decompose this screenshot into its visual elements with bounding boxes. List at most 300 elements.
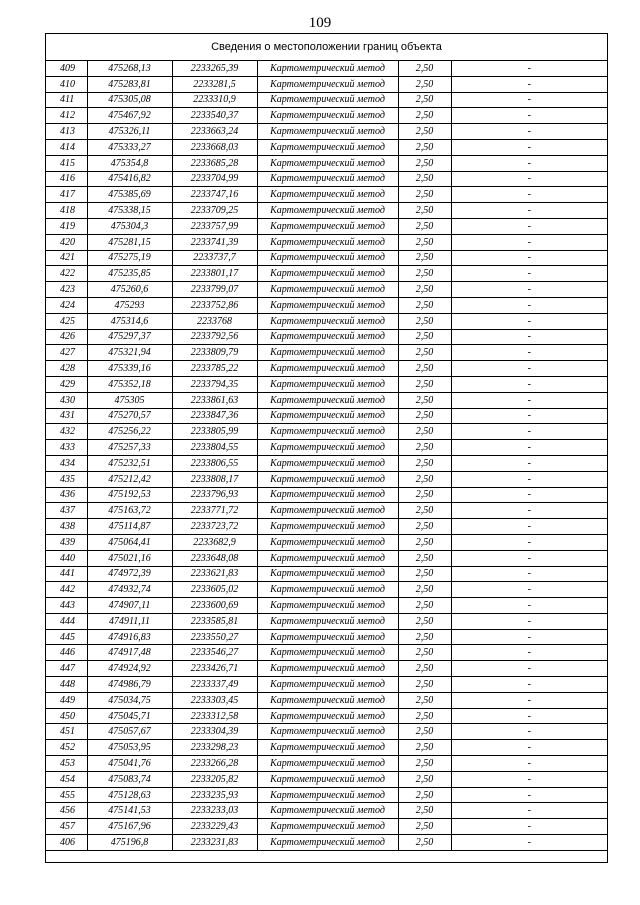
y-coordinate-cell: 2233298,23 xyxy=(172,740,257,756)
precision-cell: 2,50 xyxy=(398,471,451,487)
table-row xyxy=(46,645,607,661)
y-coordinate-cell: 2233205,82 xyxy=(172,771,257,787)
point-number-cell: 432 xyxy=(46,424,87,440)
description-cell: - xyxy=(451,76,607,92)
y-coordinate-cell: 2233663,24 xyxy=(172,124,257,140)
point-number-cell: 444 xyxy=(46,613,87,629)
precision-cell: 2,50 xyxy=(398,92,451,108)
point-number-cell: 426 xyxy=(46,329,87,345)
method-cell: Картометрический метод xyxy=(257,408,398,424)
point-number-cell: 428 xyxy=(46,361,87,377)
point-number-cell: 443 xyxy=(46,598,87,614)
y-coordinate-cell: 2233804,55 xyxy=(172,440,257,456)
table-row xyxy=(46,582,607,598)
description-cell: - xyxy=(451,187,607,203)
x-coordinate-cell: 475326,11 xyxy=(87,124,172,140)
table-row xyxy=(46,250,607,266)
method-cell: Картометрический метод xyxy=(257,708,398,724)
x-coordinate-cell: 475354,8 xyxy=(87,155,172,171)
table-row xyxy=(46,819,607,835)
y-coordinate-cell: 2233861,63 xyxy=(172,392,257,408)
y-coordinate-cell: 2233757,99 xyxy=(172,218,257,234)
y-coordinate-cell: 2233799,07 xyxy=(172,282,257,298)
precision-cell: 2,50 xyxy=(398,203,451,219)
description-cell: - xyxy=(451,519,607,535)
table-row xyxy=(46,756,607,772)
method-cell: Картометрический метод xyxy=(257,803,398,819)
point-number-cell: 448 xyxy=(46,677,87,693)
method-cell: Картометрический метод xyxy=(257,455,398,471)
method-cell: Картометрический метод xyxy=(257,218,398,234)
method-cell: Картометрический метод xyxy=(257,250,398,266)
method-cell: Картометрический метод xyxy=(257,677,398,693)
method-cell: Картометрический метод xyxy=(257,787,398,803)
x-coordinate-cell: 475021,16 xyxy=(87,550,172,566)
precision-cell: 2,50 xyxy=(398,598,451,614)
point-number-cell: 413 xyxy=(46,124,87,140)
table-row xyxy=(46,266,607,282)
point-number-cell: 439 xyxy=(46,534,87,550)
description-cell: - xyxy=(451,92,607,108)
method-cell: Картометрический метод xyxy=(257,724,398,740)
table-row xyxy=(46,661,607,677)
table-body xyxy=(46,61,607,850)
description-cell: - xyxy=(451,550,607,566)
method-cell: Картометрический метод xyxy=(257,692,398,708)
description-cell: - xyxy=(451,329,607,345)
y-coordinate-cell: 2233312,58 xyxy=(172,708,257,724)
y-coordinate-cell: 2233847,36 xyxy=(172,408,257,424)
precision-cell: 2,50 xyxy=(398,345,451,361)
table-row xyxy=(46,408,607,424)
y-coordinate-cell: 2233540,37 xyxy=(172,108,257,124)
method-cell: Картометрический метод xyxy=(257,361,398,377)
x-coordinate-cell: 475256,22 xyxy=(87,424,172,440)
point-number-cell: 454 xyxy=(46,771,87,787)
point-number-cell: 421 xyxy=(46,250,87,266)
precision-cell: 2,50 xyxy=(398,282,451,298)
x-coordinate-cell: 475083,74 xyxy=(87,771,172,787)
point-number-cell: 411 xyxy=(46,92,87,108)
x-coordinate-cell: 474924,92 xyxy=(87,661,172,677)
method-cell: Картометрический метод xyxy=(257,550,398,566)
x-coordinate-cell: 475053,95 xyxy=(87,740,172,756)
precision-cell: 2,50 xyxy=(398,250,451,266)
x-coordinate-cell: 475064,41 xyxy=(87,534,172,550)
table-row xyxy=(46,187,607,203)
y-coordinate-cell: 2233337,49 xyxy=(172,677,257,693)
method-cell: Картометрический метод xyxy=(257,835,398,851)
table-row xyxy=(46,503,607,519)
point-number-cell: 429 xyxy=(46,376,87,392)
description-cell: - xyxy=(451,724,607,740)
table-row xyxy=(46,487,607,503)
y-coordinate-cell: 2233426,71 xyxy=(172,661,257,677)
y-coordinate-cell: 2233747,16 xyxy=(172,187,257,203)
method-cell: Картометрический метод xyxy=(257,629,398,645)
point-number-cell: 427 xyxy=(46,345,87,361)
precision-cell: 2,50 xyxy=(398,187,451,203)
description-cell: - xyxy=(451,61,607,76)
precision-cell: 2,50 xyxy=(398,139,451,155)
precision-cell: 2,50 xyxy=(398,487,451,503)
table-row xyxy=(46,803,607,819)
description-cell: - xyxy=(451,139,607,155)
x-coordinate-cell: 475305 xyxy=(87,392,172,408)
table-row xyxy=(46,771,607,787)
method-cell: Картометрический метод xyxy=(257,613,398,629)
y-coordinate-cell: 2233741,39 xyxy=(172,234,257,250)
document-frame xyxy=(45,33,608,863)
precision-cell: 2,50 xyxy=(398,155,451,171)
precision-cell: 2,50 xyxy=(398,124,451,140)
table-row xyxy=(46,345,607,361)
y-coordinate-cell: 2233723,72 xyxy=(172,519,257,535)
precision-cell: 2,50 xyxy=(398,661,451,677)
description-cell: - xyxy=(451,566,607,582)
y-coordinate-cell: 2233266,28 xyxy=(172,756,257,772)
precision-cell: 2,50 xyxy=(398,329,451,345)
method-cell: Картометрический метод xyxy=(257,440,398,456)
table-row xyxy=(46,835,607,851)
x-coordinate-cell: 475281,15 xyxy=(87,234,172,250)
table-row xyxy=(46,708,607,724)
table-row xyxy=(46,234,607,250)
method-cell: Картометрический метод xyxy=(257,819,398,835)
x-coordinate-cell: 474917,48 xyxy=(87,645,172,661)
description-cell: - xyxy=(451,692,607,708)
precision-cell: 2,50 xyxy=(398,519,451,535)
point-number-cell: 445 xyxy=(46,629,87,645)
point-number-cell: 452 xyxy=(46,740,87,756)
description-cell: - xyxy=(451,171,607,187)
point-number-cell: 423 xyxy=(46,282,87,298)
precision-cell: 2,50 xyxy=(398,455,451,471)
precision-cell: 2,50 xyxy=(398,787,451,803)
point-number-cell: 422 xyxy=(46,266,87,282)
table-row xyxy=(46,566,607,582)
method-cell: Картометрический метод xyxy=(257,76,398,92)
table-row xyxy=(46,598,607,614)
table-row xyxy=(46,329,607,345)
precision-cell: 2,50 xyxy=(398,756,451,772)
y-coordinate-cell: 2233808,17 xyxy=(172,471,257,487)
point-number-cell: 457 xyxy=(46,819,87,835)
table-row xyxy=(46,740,607,756)
y-coordinate-cell: 2233709,25 xyxy=(172,203,257,219)
description-cell: - xyxy=(451,155,607,171)
x-coordinate-cell: 475141,53 xyxy=(87,803,172,819)
x-coordinate-cell: 474932,74 xyxy=(87,582,172,598)
y-coordinate-cell: 2233794,35 xyxy=(172,376,257,392)
x-coordinate-cell: 474972,39 xyxy=(87,566,172,582)
y-coordinate-cell: 2233235,93 xyxy=(172,787,257,803)
method-cell: Картометрический метод xyxy=(257,155,398,171)
y-coordinate-cell: 2233229,43 xyxy=(172,819,257,835)
description-cell: - xyxy=(451,218,607,234)
point-number-cell: 414 xyxy=(46,139,87,155)
x-coordinate-cell: 475314,6 xyxy=(87,313,172,329)
method-cell: Картометрический метод xyxy=(257,582,398,598)
y-coordinate-cell: 2233768 xyxy=(172,313,257,329)
table-row xyxy=(46,534,607,550)
description-cell: - xyxy=(451,787,607,803)
precision-cell: 2,50 xyxy=(398,440,451,456)
x-coordinate-cell: 475128,63 xyxy=(87,787,172,803)
table-row xyxy=(46,282,607,298)
table-row xyxy=(46,376,607,392)
x-coordinate-cell: 474986,79 xyxy=(87,677,172,693)
method-cell: Картометрический метод xyxy=(257,203,398,219)
y-coordinate-cell: 2233265,39 xyxy=(172,61,257,76)
precision-cell: 2,50 xyxy=(398,692,451,708)
method-cell: Картометрический метод xyxy=(257,771,398,787)
description-cell: - xyxy=(451,803,607,819)
y-coordinate-cell: 2233771,72 xyxy=(172,503,257,519)
x-coordinate-cell: 475192,53 xyxy=(87,487,172,503)
y-coordinate-cell: 2233752,86 xyxy=(172,297,257,313)
table-row xyxy=(46,76,607,92)
x-coordinate-cell: 475034,75 xyxy=(87,692,172,708)
precision-cell: 2,50 xyxy=(398,76,451,92)
method-cell: Картометрический метод xyxy=(257,313,398,329)
method-cell: Картометрический метод xyxy=(257,345,398,361)
precision-cell: 2,50 xyxy=(398,708,451,724)
description-cell: - xyxy=(451,282,607,298)
x-coordinate-cell: 475260,6 xyxy=(87,282,172,298)
table-row xyxy=(46,361,607,377)
table-row xyxy=(46,108,607,124)
precision-cell: 2,50 xyxy=(398,740,451,756)
description-cell: - xyxy=(451,771,607,787)
x-coordinate-cell: 475321,94 xyxy=(87,345,172,361)
table-row xyxy=(46,724,607,740)
precision-cell: 2,50 xyxy=(398,566,451,582)
table-row xyxy=(46,692,607,708)
y-coordinate-cell: 2233685,28 xyxy=(172,155,257,171)
point-number-cell: 415 xyxy=(46,155,87,171)
x-coordinate-cell: 474907,11 xyxy=(87,598,172,614)
precision-cell: 2,50 xyxy=(398,803,451,819)
table-row xyxy=(46,613,607,629)
point-number-cell: 438 xyxy=(46,519,87,535)
x-coordinate-cell: 475045,71 xyxy=(87,708,172,724)
x-coordinate-cell: 475275,19 xyxy=(87,250,172,266)
x-coordinate-cell: 475114,87 xyxy=(87,519,172,535)
method-cell: Картометрический метод xyxy=(257,740,398,756)
method-cell: Картометрический метод xyxy=(257,92,398,108)
method-cell: Картометрический метод xyxy=(257,645,398,661)
y-coordinate-cell: 2233600,69 xyxy=(172,598,257,614)
description-cell: - xyxy=(451,534,607,550)
description-cell: - xyxy=(451,345,607,361)
method-cell: Картометрический метод xyxy=(257,503,398,519)
description-cell: - xyxy=(451,487,607,503)
description-cell: - xyxy=(451,108,607,124)
y-coordinate-cell: 2233303,45 xyxy=(172,692,257,708)
method-cell: Картометрический метод xyxy=(257,282,398,298)
table-row xyxy=(46,392,607,408)
method-cell: Картометрический метод xyxy=(257,424,398,440)
precision-cell: 2,50 xyxy=(398,724,451,740)
method-cell: Картометрический метод xyxy=(257,392,398,408)
point-number-cell: 430 xyxy=(46,392,87,408)
y-coordinate-cell: 2233792,56 xyxy=(172,329,257,345)
table-row xyxy=(46,787,607,803)
method-cell: Картометрический метод xyxy=(257,534,398,550)
point-number-cell: 436 xyxy=(46,487,87,503)
method-cell: Картометрический метод xyxy=(257,61,398,76)
table-row xyxy=(46,171,607,187)
x-coordinate-cell: 475293 xyxy=(87,297,172,313)
x-coordinate-cell: 475196,8 xyxy=(87,835,172,851)
method-cell: Картометрический метод xyxy=(257,756,398,772)
table-row xyxy=(46,92,607,108)
point-number-cell: 417 xyxy=(46,187,87,203)
method-cell: Картометрический метод xyxy=(257,566,398,582)
table-row xyxy=(46,203,607,219)
method-cell: Картометрический метод xyxy=(257,329,398,345)
table-row xyxy=(46,519,607,535)
y-coordinate-cell: 2233704,99 xyxy=(172,171,257,187)
description-cell: - xyxy=(451,313,607,329)
description-cell: - xyxy=(451,613,607,629)
x-coordinate-cell: 475057,67 xyxy=(87,724,172,740)
precision-cell: 2,50 xyxy=(398,297,451,313)
x-coordinate-cell: 475163,72 xyxy=(87,503,172,519)
description-cell: - xyxy=(451,297,607,313)
table-row xyxy=(46,218,607,234)
method-cell: Картометрический метод xyxy=(257,487,398,503)
point-number-cell: 442 xyxy=(46,582,87,598)
table-row xyxy=(46,61,607,76)
y-coordinate-cell: 2233682,9 xyxy=(172,534,257,550)
point-number-cell: 449 xyxy=(46,692,87,708)
point-number-cell: 437 xyxy=(46,503,87,519)
description-cell: - xyxy=(451,819,607,835)
method-cell: Картометрический метод xyxy=(257,376,398,392)
description-cell: - xyxy=(451,708,607,724)
point-number-cell: 433 xyxy=(46,440,87,456)
x-coordinate-cell: 475232,51 xyxy=(87,455,172,471)
precision-cell: 2,50 xyxy=(398,361,451,377)
table-row xyxy=(46,455,607,471)
table-row xyxy=(46,440,607,456)
description-cell: - xyxy=(451,124,607,140)
description-cell: - xyxy=(451,266,607,282)
description-cell: - xyxy=(451,503,607,519)
point-number-cell: 418 xyxy=(46,203,87,219)
precision-cell: 2,50 xyxy=(398,835,451,851)
description-cell: - xyxy=(451,645,607,661)
precision-cell: 2,50 xyxy=(398,376,451,392)
y-coordinate-cell: 2233801,17 xyxy=(172,266,257,282)
precision-cell: 2,50 xyxy=(398,171,451,187)
y-coordinate-cell: 2233310,9 xyxy=(172,92,257,108)
x-coordinate-cell: 475235,85 xyxy=(87,266,172,282)
method-cell: Картометрический метод xyxy=(257,598,398,614)
precision-cell: 2,50 xyxy=(398,408,451,424)
precision-cell: 2,50 xyxy=(398,218,451,234)
y-coordinate-cell: 2233621,83 xyxy=(172,566,257,582)
y-coordinate-cell: 2233796,93 xyxy=(172,487,257,503)
y-coordinate-cell: 2233585,81 xyxy=(172,613,257,629)
point-number-cell: 420 xyxy=(46,234,87,250)
y-coordinate-cell: 2233605,02 xyxy=(172,582,257,598)
method-cell: Картометрический метод xyxy=(257,124,398,140)
table-row xyxy=(46,471,607,487)
point-number-cell: 456 xyxy=(46,803,87,819)
method-cell: Картометрический метод xyxy=(257,297,398,313)
point-number-cell: 410 xyxy=(46,76,87,92)
x-coordinate-cell: 475212,42 xyxy=(87,471,172,487)
x-coordinate-cell: 475416,82 xyxy=(87,171,172,187)
page-number: 109 xyxy=(308,15,332,31)
description-cell: - xyxy=(451,361,607,377)
point-number-cell: 441 xyxy=(46,566,87,582)
description-cell: - xyxy=(451,440,607,456)
x-coordinate-cell: 475283,81 xyxy=(87,76,172,92)
precision-cell: 2,50 xyxy=(398,582,451,598)
precision-cell: 2,50 xyxy=(398,677,451,693)
description-cell: - xyxy=(451,408,607,424)
point-number-cell: 450 xyxy=(46,708,87,724)
x-coordinate-cell: 475385,69 xyxy=(87,187,172,203)
precision-cell: 2,50 xyxy=(398,503,451,519)
x-coordinate-cell: 475257,33 xyxy=(87,440,172,456)
point-number-cell: 434 xyxy=(46,455,87,471)
x-coordinate-cell: 475041,76 xyxy=(87,756,172,772)
description-cell: - xyxy=(451,203,607,219)
description-cell: - xyxy=(451,835,607,851)
method-cell: Картометрический метод xyxy=(257,139,398,155)
description-cell: - xyxy=(451,471,607,487)
point-number-cell: 419 xyxy=(46,218,87,234)
precision-cell: 2,50 xyxy=(398,424,451,440)
point-number-cell: 455 xyxy=(46,787,87,803)
precision-cell: 2,50 xyxy=(398,392,451,408)
table-row xyxy=(46,297,607,313)
table-row xyxy=(46,677,607,693)
method-cell: Картометрический метод xyxy=(257,108,398,124)
description-cell: - xyxy=(451,234,607,250)
x-coordinate-cell: 475467,92 xyxy=(87,108,172,124)
table-row xyxy=(46,139,607,155)
coordinates-table xyxy=(46,61,607,851)
y-coordinate-cell: 2233805,99 xyxy=(172,424,257,440)
point-number-cell: 451 xyxy=(46,724,87,740)
method-cell: Картометрический метод xyxy=(257,171,398,187)
description-cell: - xyxy=(451,582,607,598)
table-row xyxy=(46,629,607,645)
table-row xyxy=(46,155,607,171)
x-coordinate-cell: 475338,15 xyxy=(87,203,172,219)
x-coordinate-cell: 474916,83 xyxy=(87,629,172,645)
precision-cell: 2,50 xyxy=(398,61,451,76)
precision-cell: 2,50 xyxy=(398,771,451,787)
description-cell: - xyxy=(451,392,607,408)
precision-cell: 2,50 xyxy=(398,629,451,645)
x-coordinate-cell: 475304,3 xyxy=(87,218,172,234)
x-coordinate-cell: 475352,18 xyxy=(87,376,172,392)
point-number-cell: 425 xyxy=(46,313,87,329)
description-cell: - xyxy=(451,661,607,677)
description-cell: - xyxy=(451,740,607,756)
y-coordinate-cell: 2233304,39 xyxy=(172,724,257,740)
description-cell: - xyxy=(451,677,607,693)
table-row xyxy=(46,313,607,329)
description-cell: - xyxy=(451,424,607,440)
